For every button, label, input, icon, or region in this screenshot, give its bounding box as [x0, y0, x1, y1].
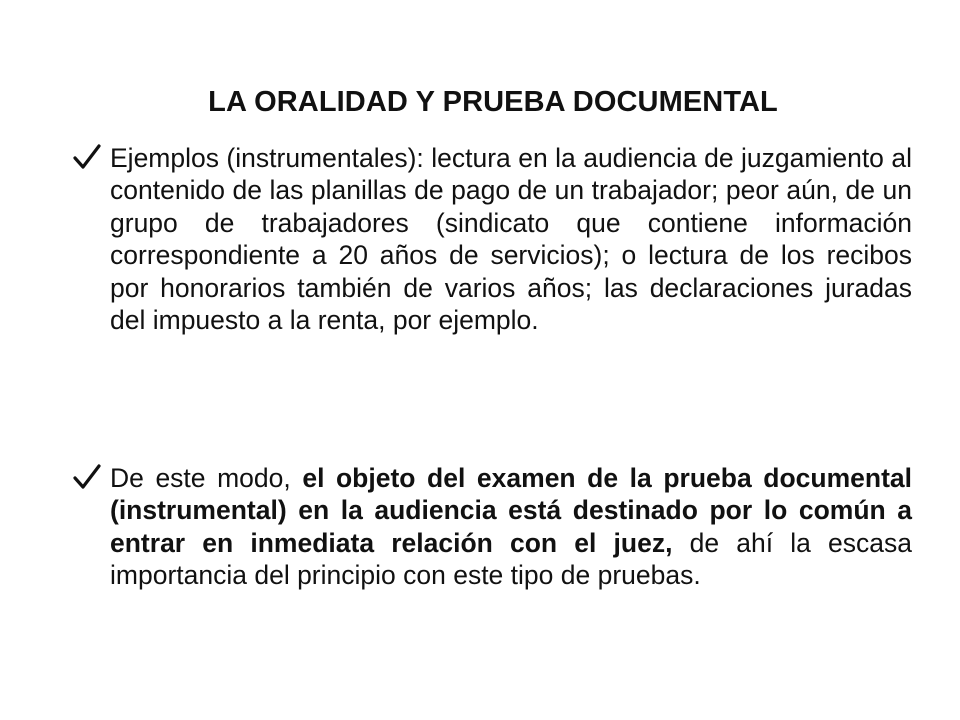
bullet-text-intro: De este modo,: [110, 463, 303, 493]
bullet-text: Ejemplos (instrumentales): lectura en la audiencia de juzgamiento al contenido de las planillas de pago de un trabajador; peor aún, de un grupo de trabajadores (sindicato que contiene información correspondiente a 20 años de servicios); o lectura de los recibos por honorarios también de varios años; las declaraciones juradas del impuesto a la renta, por ejemplo.: [110, 143, 912, 336]
slide-title: LA ORALIDAD Y PRUEBA DOCUMENTAL: [208, 86, 778, 118]
bullet-text-emphasis: el objeto del examen de la prueba documental (instrumental) en la audiencia está destinado por lo común a entrar en inmediata relación con el juez,: [110, 463, 912, 558]
bullet-text-conclusion: de ahí la escasa importancia del principio con este tipo de pruebas.: [110, 527, 913, 591]
bullet-text: [110, 462, 912, 592]
checkmark-icon: [72, 462, 102, 494]
bullet-item: [72, 462, 912, 592]
checkmark-icon: [72, 142, 102, 174]
bullet-item: [72, 142, 912, 336]
